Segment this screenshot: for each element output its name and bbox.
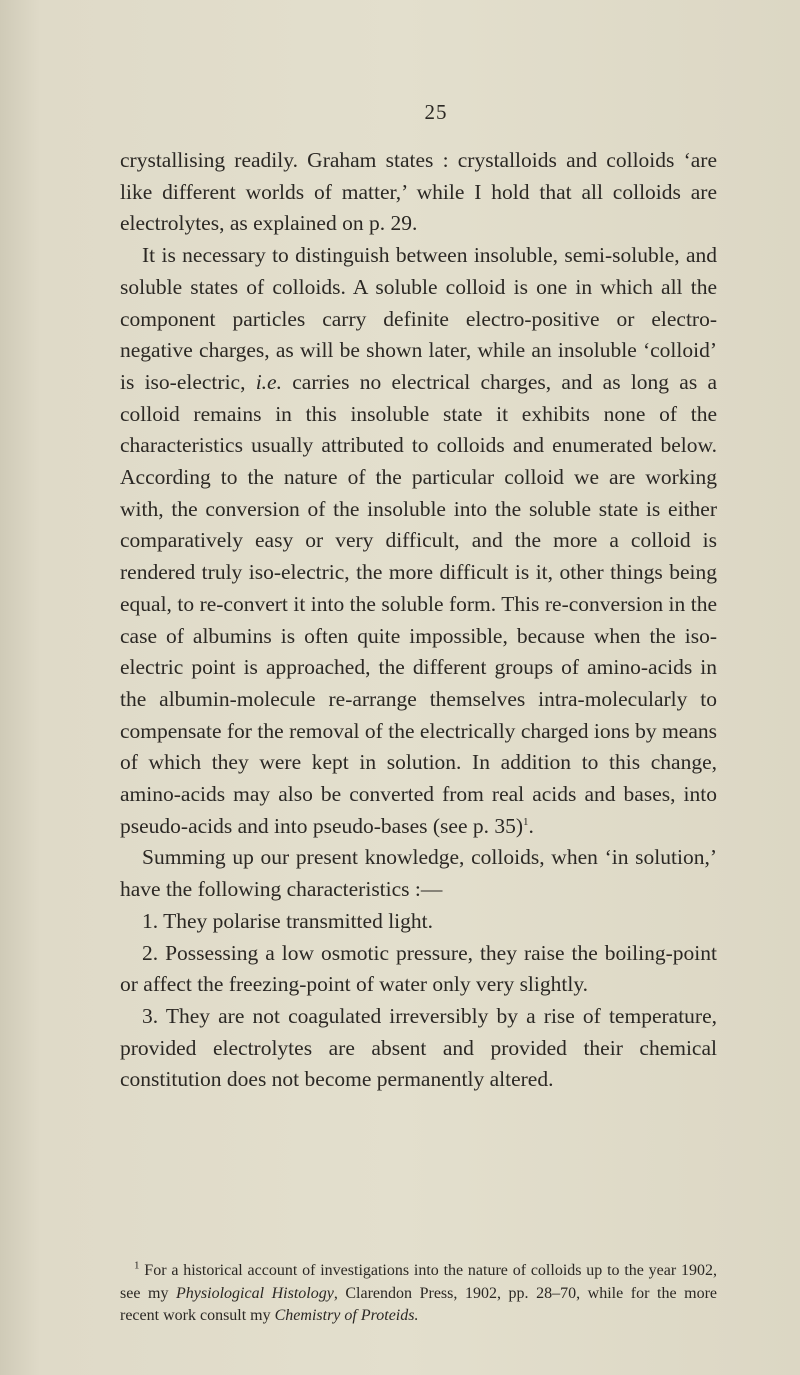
italic-text: i.e. — [255, 369, 282, 394]
text-run: . — [528, 813, 534, 838]
paragraph — [120, 145, 717, 240]
text-run: It is necessary to distinguish between insoluble, semi-soluble, and soluble states of colloids. A soluble colloid is one in which all the component particles carry definite electro-positive or electro-negative charges, as will be shown later, while an insoluble ‘colloid’ is iso-electric, — [120, 243, 717, 394]
paragraph — [120, 240, 717, 842]
text-run: , Clarendon Press, 1902, pp. 28–70, while for the more recent work consult my — [120, 1284, 718, 1324]
italic-text: Chemistry of Proteids. — [274, 1307, 419, 1324]
footnotes — [120, 1260, 717, 1328]
text-run: carries no electrical charges, and as long as a colloid remains in this insoluble state it exhibits none of the characteristics usually attributed to colloids and enumerated below. According to the nature of the particular colloid we are working with, the conversion of the insoluble into the soluble state is either comparatively easy or very difficult, and the more a colloid is rendered truly iso-electric, the more difficult is it, other things being equal, to re-convert it into the soluble form. This re-conversion in the case of albumins is often quite impossible, because when the iso-electric point is approached, the different groups of amino-acids in the albumin-molecule re-arrange themselves intra-molecularly to compensate for the removal of the electrically charged ions by means of which they were kept in solution. In addition to this change, amino-acids may also be converted from real acids and bases, into pseudo-acids and into pseudo-bases (see p. 35) — [120, 369, 717, 838]
footnote-marker: 1 — [134, 1259, 140, 1272]
body-text — [120, 145, 717, 1096]
text-run: 1. They polarise transmitted light. — [142, 908, 433, 933]
text-run: Summing up our present knowledge, colloids, when ‘in solution,’ have the following characteristics :— — [120, 845, 717, 902]
list-item — [120, 938, 717, 1001]
text-run: 3. They are not coagulated irreversibly by a rise of temperature, provided electrolytes are absent and provided their chemical constitution does not become permanently altered. — [120, 1003, 717, 1092]
list-item — [120, 906, 717, 938]
text-run: For a historical account of investigations into the nature of colloids up to the year 1902, see my — [120, 1262, 717, 1302]
paragraph — [120, 842, 717, 905]
text-run: 2. Possessing a low osmotic pressure, they raise the boiling-point or affect the freezing-point of water only very slightly. — [120, 940, 717, 997]
list-item — [120, 1001, 717, 1096]
footnote — [120, 1260, 717, 1328]
page-number: 25 — [424, 100, 448, 124]
text-run: crystallising readily. Graham states : crystalloids and colloids ‘are like different worlds of matter,’ while I hold that all colloids are electrolytes, as explained on p. 29. — [120, 148, 717, 236]
footnote-marker: 1 — [523, 815, 529, 828]
italic-text: Physiological Histology — [176, 1284, 334, 1302]
